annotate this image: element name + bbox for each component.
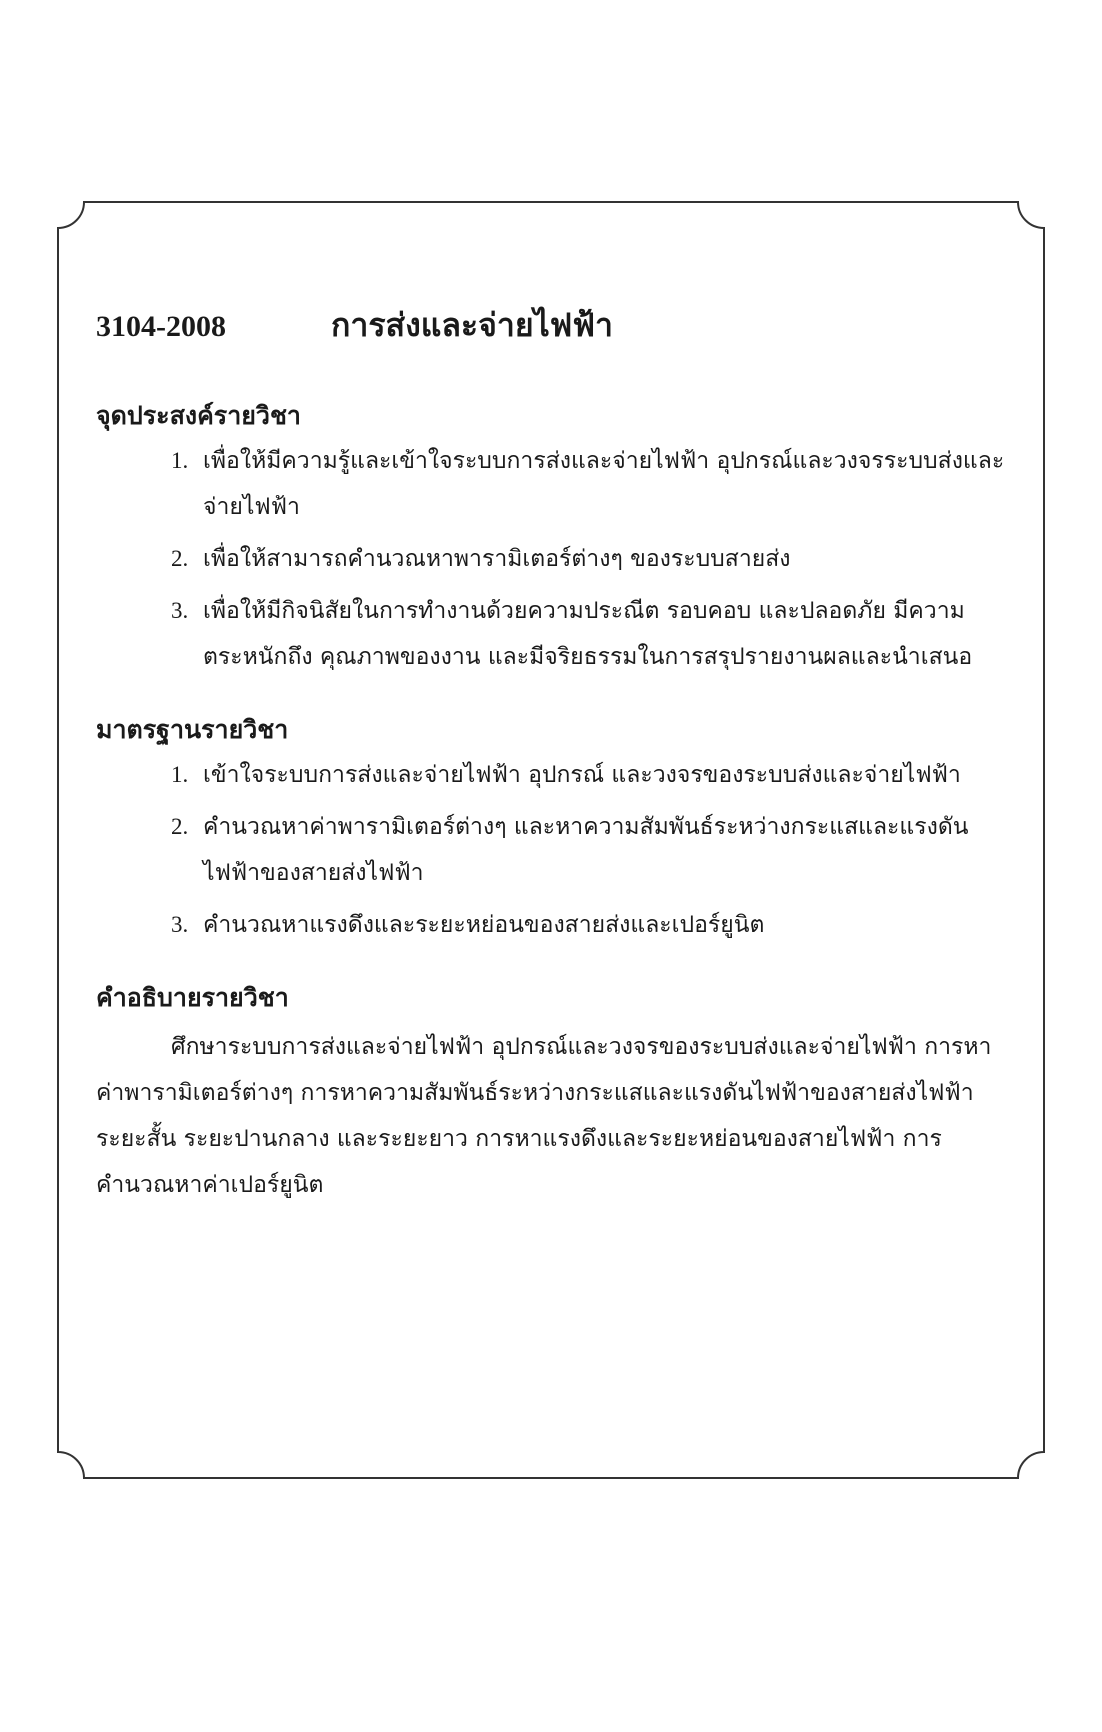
item-text: คำนวณหาแรงดึงและระยะหย่อนของสายส่งและเปอร์ยูนิต: [203, 912, 765, 938]
description-heading: คำอธิบายรายวิชา: [96, 983, 289, 1012]
objectives-section: [96, 394, 1008, 680]
standards-list: [96, 752, 1008, 948]
description-section: [96, 976, 1008, 1208]
list-item: [171, 588, 1008, 680]
item-text: เข้าใจระบบการส่งและจ่ายไฟฟ้า อุปกรณ์ และวงจรของระบบส่งและจ่ายไฟฟ้า: [203, 762, 961, 788]
item-number: 2.: [171, 546, 189, 571]
objectives-heading: จุดประสงค์รายวิชา: [96, 401, 301, 430]
objectives-list: [96, 438, 1008, 680]
list-item: [171, 752, 1008, 798]
item-text: เพื่อให้มีกิจนิสัยในการทำงานด้วยความประณีต รอบคอบ และปลอดภัย มีความตระหนักถึง คุณภาพของงาน และมีจริยธรรมในการสรุปรายงานผลและนำเสนอ: [203, 598, 973, 670]
list-item: [171, 804, 1008, 896]
course-code: 3104-2008: [96, 310, 226, 343]
standards-section: [96, 708, 1008, 948]
standards-heading: มาตรฐานรายวิชา: [96, 715, 289, 744]
course-header: [96, 300, 1008, 360]
item-text: คำนวณหาค่าพารามิเตอร์ต่างๆ และหาความสัมพันธ์ระหว่างกระแสและแรงดันไฟฟ้าของสายส่งไฟฟ้า: [203, 814, 969, 886]
description-text: ศึกษาระบบการส่งและจ่ายไฟฟ้า อุปกรณ์และวงจรของระบบส่งและจ่ายไฟฟ้า การหาค่าพารามิเตอร์ต่างๆ การหาความสัมพันธ์ระหว่างกระแสและแรงดันไฟฟ้าของสายส่งไฟฟ้าระยะสั้น ระยะปานกลาง และระยะยาว การหาแรงดึงและระยะหย่อนของสายไฟฟ้า การคำนวณหาค่าเปอร์ยูนิต: [96, 1034, 992, 1198]
list-item: [171, 902, 1008, 948]
item-number: 1.: [171, 448, 189, 473]
item-number: 1.: [171, 762, 189, 787]
course-content: [96, 300, 1008, 1236]
item-text: เพื่อให้มีความรู้และเข้าใจระบบการส่งและจ่ายไฟฟ้า อุปกรณ์และวงจรระบบส่งและจ่ายไฟฟ้า: [203, 448, 1005, 520]
item-text: เพื่อให้สามารถคำนวณหาพารามิเตอร์ต่างๆ ของระบบสายส่ง: [203, 546, 791, 572]
item-number: 3.: [171, 598, 189, 623]
item-number: 3.: [171, 912, 189, 937]
list-item: [171, 438, 1008, 530]
course-title: การส่งและจ่ายไฟฟ้า: [331, 306, 613, 344]
list-item: [171, 536, 1008, 582]
item-number: 2.: [171, 814, 189, 839]
